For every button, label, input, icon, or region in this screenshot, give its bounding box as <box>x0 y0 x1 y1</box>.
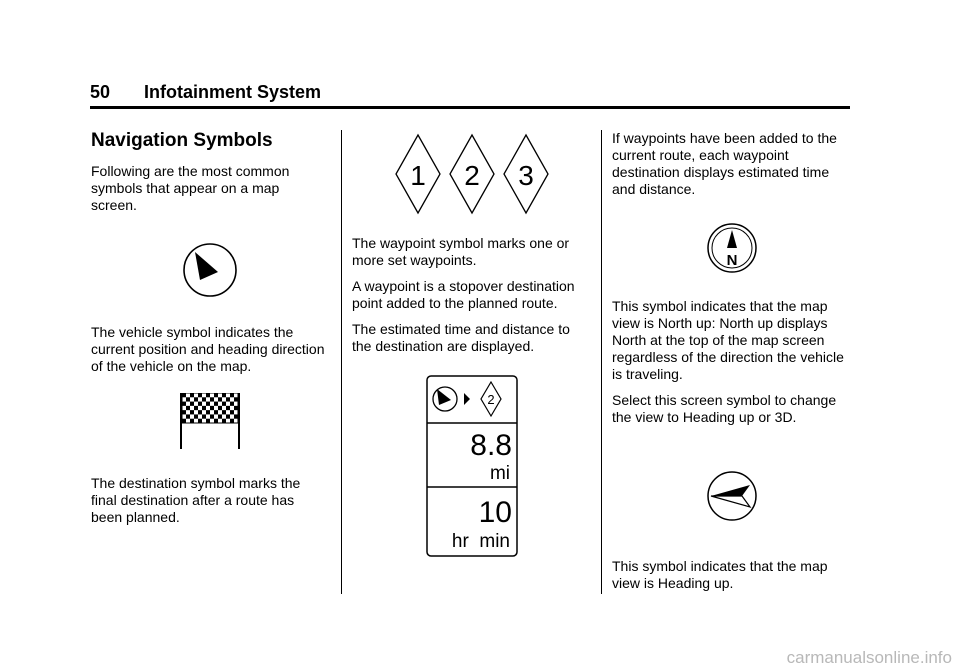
waypoint-label: 2 <box>464 160 480 191</box>
distance-unit: mi <box>489 463 510 484</box>
eta-text: The estimated time and distance to the destination are displayed. <box>352 321 570 354</box>
waypoint-label: 3 <box>518 160 534 191</box>
destination-symbol-text: The destination symbol marks the final destination after a route has been planned. <box>91 474 301 525</box>
column-left <box>91 130 329 535</box>
waypoint-symbols-figure <box>352 133 592 215</box>
panel-waypoint-number: 2 <box>487 392 495 407</box>
eta-panel <box>426 375 518 557</box>
north-up-text: This symbol indicates that the map view is North up: North up displays North at the top of the map screen regardless of the direction the vehicle is traveling. <box>612 298 844 382</box>
section-heading: Navigation Symbols <box>91 130 273 151</box>
waypoint-text: The waypoint symbol marks one or more set waypoints. <box>352 235 570 268</box>
section-title: Infotainment System <box>144 82 322 102</box>
column-divider <box>601 130 602 594</box>
distance-value: 8.8 <box>470 429 512 462</box>
select-view-text: Select this screen symbol to change the view to Heading up or 3D. <box>612 392 837 425</box>
heading-up-text: This symbol indicates that the map view is Heading up. <box>612 558 828 591</box>
waypoint-label: 1 <box>410 160 426 191</box>
time-value: 10 <box>478 496 512 529</box>
eta-panel-figure <box>352 375 592 557</box>
waypoint-eta-text: If waypoints have been added to the current route, each waypoint destination displays estimated time and distance. <box>612 130 837 197</box>
waypoint-definition-text: A waypoint is a stopover destination point added to the planned route. <box>352 278 575 311</box>
time-unit: hr min <box>451 531 510 552</box>
column-divider <box>341 130 342 594</box>
destination-symbol-figure <box>91 393 329 449</box>
page-header <box>90 82 850 109</box>
vehicle-symbol-figure <box>91 240 329 300</box>
column-middle <box>352 130 592 557</box>
north-up-icon <box>706 222 758 274</box>
heading-up-icon <box>706 470 758 522</box>
waypoint-diamonds <box>394 133 550 215</box>
destination-flag-icon <box>178 393 242 449</box>
watermark: carmanualsonline.info <box>786 648 952 667</box>
column-right <box>612 130 852 601</box>
vehicle-symbol-icon <box>180 240 240 300</box>
vehicle-symbol-text: The vehicle symbol indicates the current position and heading direction of the vehicle on the map. <box>91 323 325 374</box>
intro-text: Following are the most common symbols that appear on a map screen. <box>91 162 290 213</box>
heading-up-figure <box>612 470 852 522</box>
page-number: 50 <box>90 82 111 102</box>
north-up-figure <box>612 222 852 274</box>
north-letter: N <box>726 252 738 269</box>
